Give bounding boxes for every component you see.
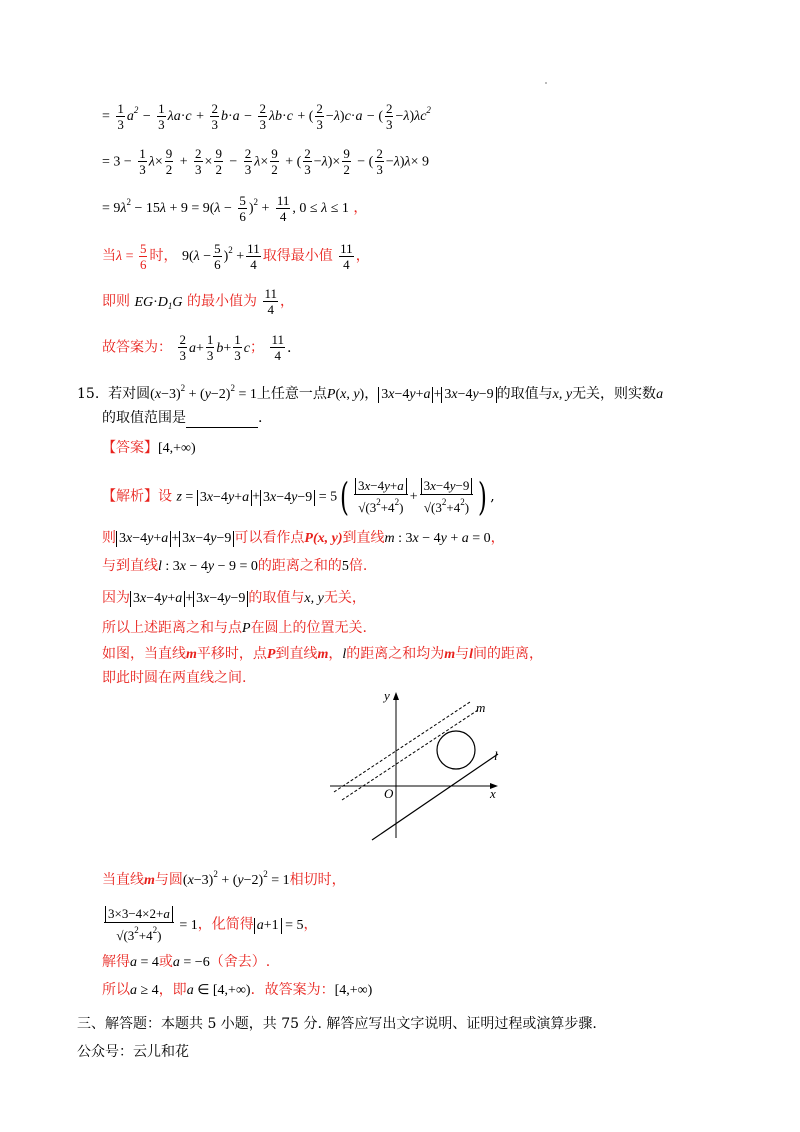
final-line: 所以a ≥ 4，即a ∈ [4,+∞)．故答案为：[4,+∞) [102,982,373,998]
y-axis-label: y [384,688,390,703]
derivation-line-2: = 3 − $\frac{1}{3}$ λ× $\frac{9}{2}$ + $\frac{2}{3}$ × $\frac{9}{2}$ − $\frac{2}{3}$ λ× $\frac{9}{2}$ + ( $\frac{2}{3}$ −λ)× $\frac{9}{2}$ − ( $\frac{2}{3}$ −λ)λ× 9 [102,146,429,177]
analysis-line-1: 【解析】设 z = 3x−4y+a + 3x−4y−9 = 5( $\frac{3x-4y+a}{√(3^2+4^2)}$ + $\frac{3x-4y-9}{√(3^2+4^2)}$ ) , [102,474,495,519]
tangent-line: 当直线m与圆$(x-3)^2 + (y-2)^2 = 1$相切时， [102,869,346,888]
footer-account: 公众号：云儿和花 [77,1044,189,1060]
answer-blank[interactable] [186,413,258,428]
analysis-line-3: 与到直线l : 3x − 4y − 9 = 0的距离之和的5倍. [102,558,368,574]
derivation-line-3: = $9\lambda^2 - 15\lambda + 9 = 9(\lambda$ − $\frac{5}{6}$ )$^2$ + $\frac{11}{4}$ , 0 ≤ λ ≤ 1 ， [102,192,368,224]
l-label: l [494,748,498,763]
section-3-heading: 三、解答题：本题共 5 小题，共 75 分. 解答应写出文字说明、证明过程或演算步骤. [77,1016,597,1032]
answer-15: 【答案】[4,+∞) [102,440,196,456]
min-value-line: 当λ = $\frac{5}{6}$ 时， 9(λ − $\frac{5}{6}$ )$^2$ + $\frac{11}{4}$ 取得最小值 $\frac{11}{4}$ ， [102,240,370,272]
geometry-figure [328,688,508,848]
analysis-line-7: 即此时圆在两直线之间. [102,670,247,686]
origin-label: O [384,786,394,801]
problem-15-stem-2: 的取值范围是 . [102,410,263,426]
circle [437,731,475,769]
distance-equation: $\frac{3\times 3-4\times 2+a}{√(3^2+4^2)}$ = 1，化简得 a+1 = 5， [102,906,318,943]
answer-line-14: 故答案为： $\frac{2}{3}$ a+ $\frac{1}{3}$ b+ $\frac{1}{3}$ c； $\frac{11}{4}$ . [102,332,292,363]
analysis-line-5: 所以上述距离之和与点P在圆上的位置无关. [102,620,368,636]
conclusion-line: 即则 $EG\cdot D_1G$ 的最小值为 $\frac{11}{4}$ ， [102,286,294,317]
problem-15-stem: 15. 若对圆$(x-3)^2 + (y-2)^2 = 1$上任意一点P(x, y)， 3x−4y+a + 3x−4y−9 的取值与x, y无关，则实数a [77,383,664,402]
y-axis-arrow [393,692,399,700]
solve-line: 解得a = 4或a = −6（舍去）. [102,954,271,970]
analysis-line-2: 则 3x−4y+a + 3x−4y−9 可以看作点P(x, y)到直线m : 3x − 4y + a = 0， [102,530,505,546]
x-axis-label: x [490,786,496,801]
analysis-line-6: 如图，当直线m平移时，点P到直线m，l的距离之和均为m与l间的距离， [102,646,544,662]
dashed-line-m-1 [334,702,470,792]
derivation-line-1: = $\frac{1}{3}$ $a^2$ − $\frac{1}{3}$ λa·c + $\frac{2}{3}$ b·a − $\frac{2}{3}$ λb·c + ( $\frac{2}{3}$ −λ)c·a − ( $\frac{2}{3}$ $-\lambda)\lambda c^2$ [102,100,431,132]
analysis-line-4: 因为 3x−4y+a + 3x−4y−9 的取值与x, y无关， [102,590,366,606]
m-label: m [476,700,486,715]
corner-dot [545,82,547,84]
